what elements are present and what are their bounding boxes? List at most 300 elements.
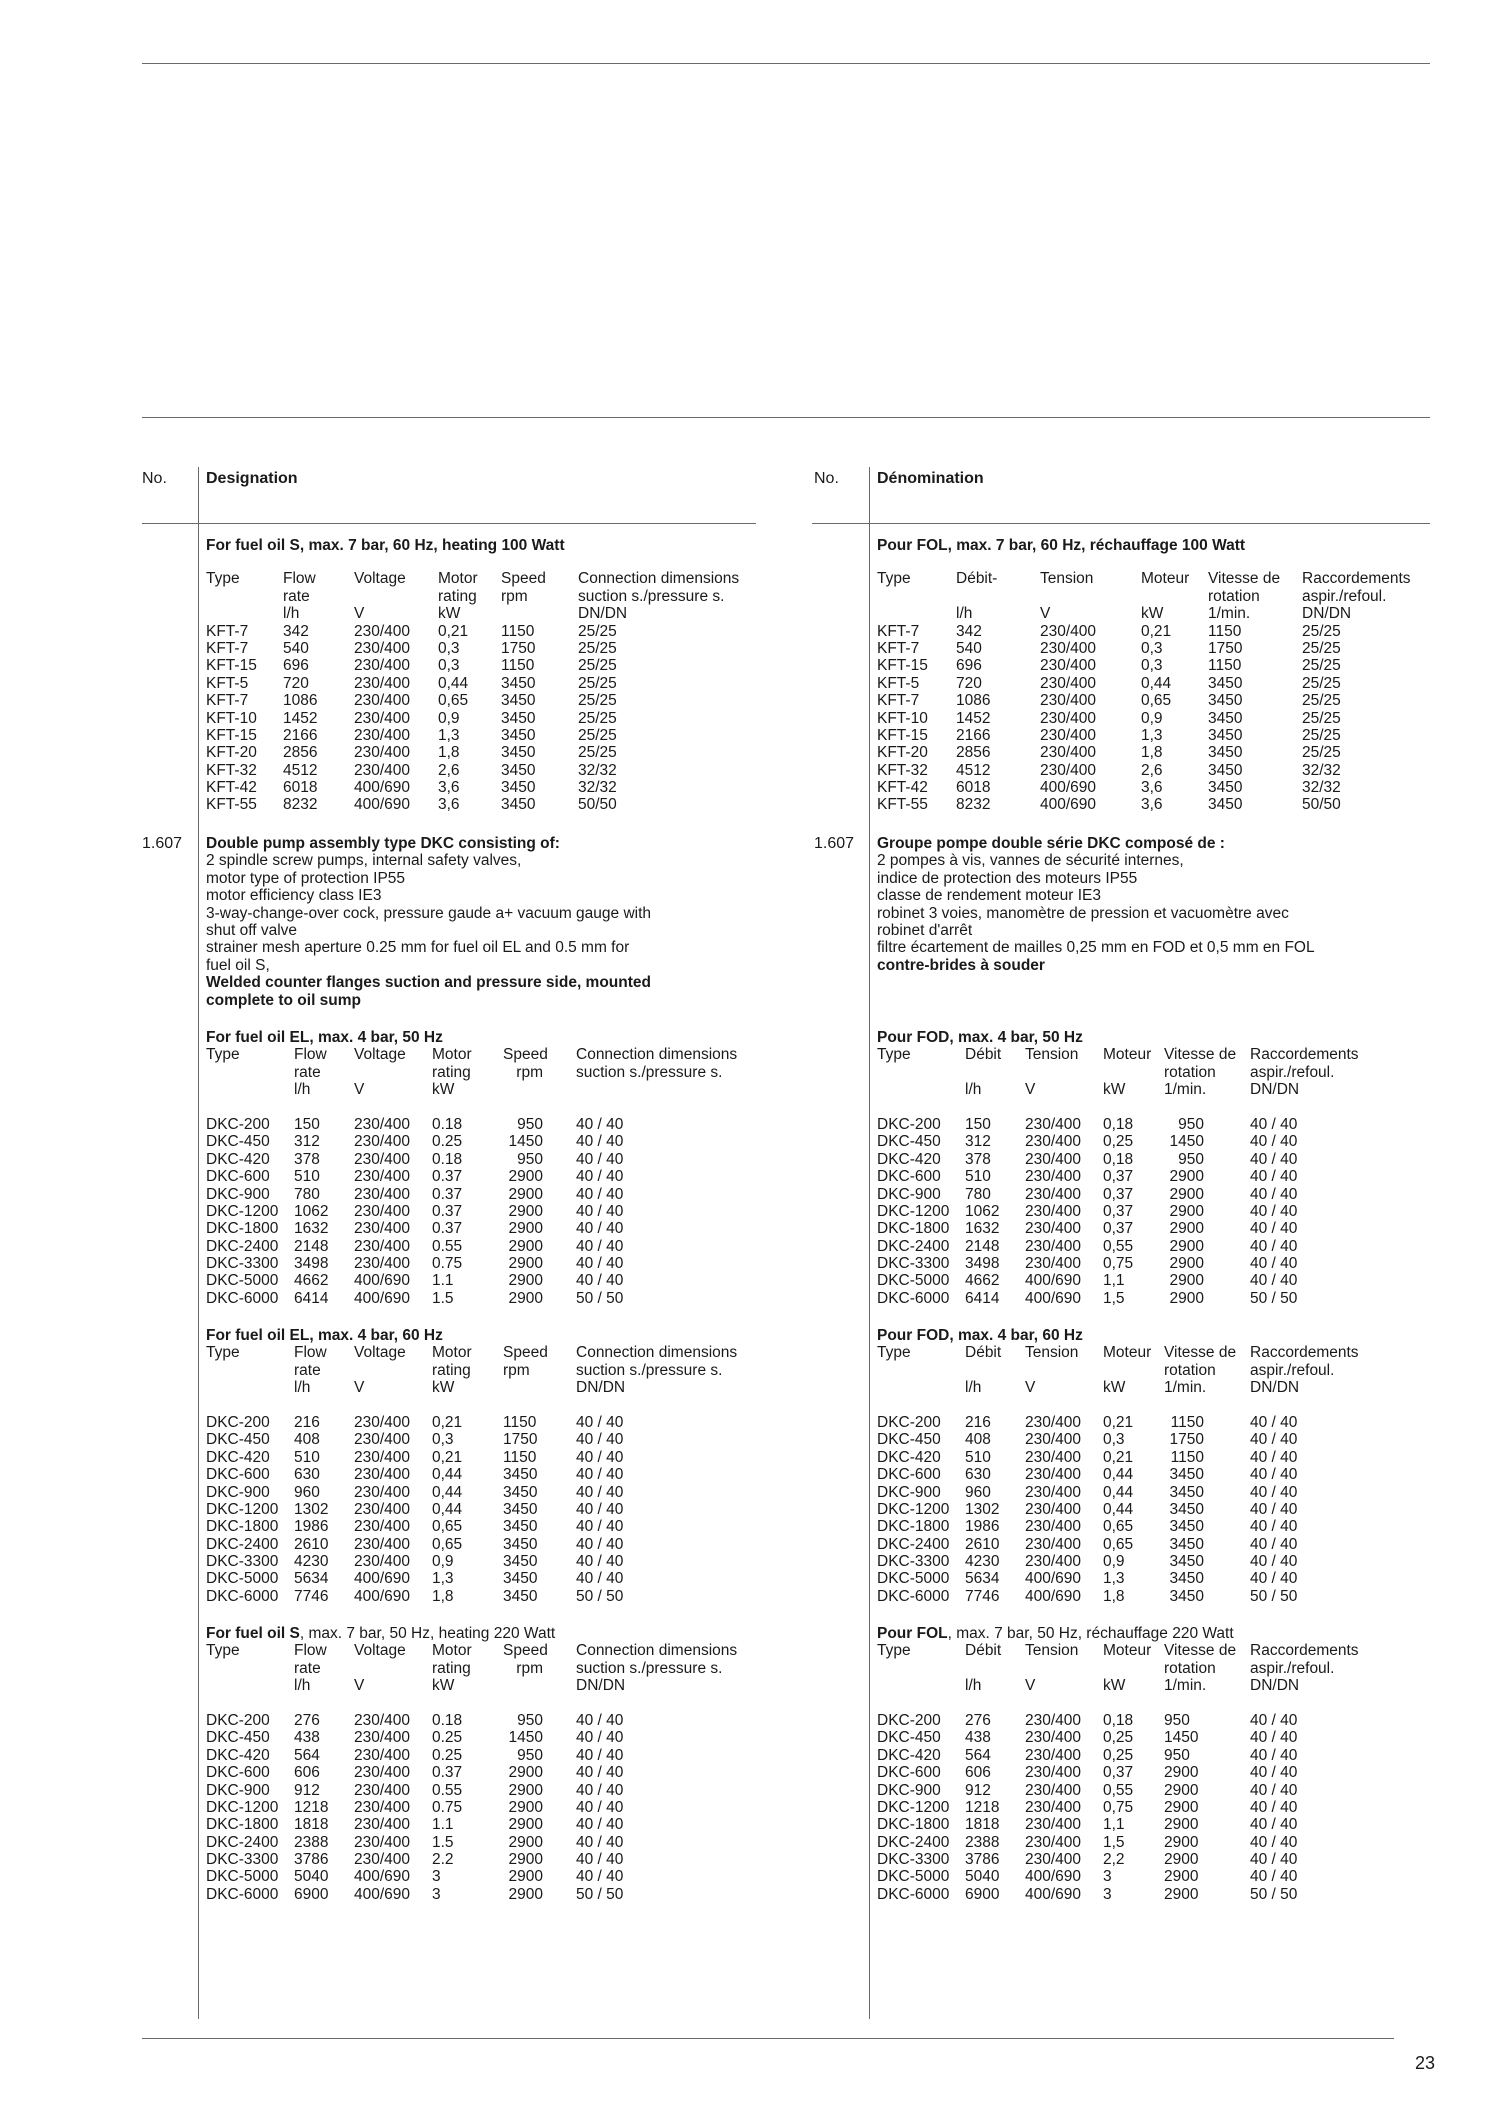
cell: 0,21	[432, 1448, 463, 1466]
cell: Raccordements	[1250, 1046, 1359, 1064]
left-designation-header: Designation	[206, 470, 298, 487]
table-header-row	[206, 1344, 738, 1362]
cell: DKC-1200	[877, 1202, 950, 1220]
cell: DKC-3300	[206, 1255, 279, 1273]
cell: DKC-200	[877, 1115, 941, 1133]
cell: 1/min.	[1164, 1379, 1207, 1397]
cell: 2610	[965, 1535, 1000, 1553]
cell: 1150	[1170, 1448, 1204, 1466]
cell: DKC-200	[206, 1711, 270, 1729]
cell: 230/400	[354, 1764, 411, 1782]
cell: KFT-10	[877, 709, 928, 727]
desc-line: robinet d'arrêt	[877, 922, 973, 940]
cell: 32/32	[1302, 761, 1341, 779]
cell: DKC-450	[206, 1133, 270, 1151]
table-row	[206, 796, 617, 814]
cell: 3450	[1169, 1500, 1204, 1518]
cell: DKC-420	[877, 1746, 941, 1764]
cell: 2900	[1164, 1781, 1199, 1799]
cell: 780	[965, 1185, 991, 1203]
right-no-header: No.	[814, 470, 839, 487]
table-row	[206, 1185, 624, 1203]
cell: 40 / 40	[1250, 1798, 1298, 1816]
cell: Flow	[294, 1046, 327, 1064]
cell: 40 / 40	[576, 1168, 624, 1186]
desc-line: motor type of protection IP55	[206, 869, 406, 887]
cell: rotation	[1164, 1063, 1216, 1081]
cell: 2900	[508, 1220, 543, 1238]
cell: 2900	[1169, 1272, 1204, 1290]
cell: l/h	[965, 1677, 982, 1695]
cell: 40 / 40	[1250, 1202, 1298, 1220]
cell: DKC-3300	[206, 1851, 279, 1869]
cell: l/h	[294, 1081, 311, 1099]
cell: 230/400	[354, 1746, 411, 1764]
cell: Débit	[965, 1344, 1002, 1362]
cell: 0,3	[438, 657, 460, 675]
cell: 230/400	[1025, 1150, 1082, 1168]
cell: KFT-15	[206, 726, 257, 744]
cell: DKC-600	[206, 1764, 270, 1782]
cell: rating	[438, 587, 477, 605]
cell: Motor	[432, 1642, 472, 1660]
cell: 0.75	[432, 1255, 463, 1273]
cell: Débit	[965, 1642, 1002, 1660]
cell: 1818	[294, 1816, 329, 1834]
cell: 40 / 40	[1250, 1431, 1298, 1449]
cell: 1062	[965, 1202, 1000, 1220]
table-header-row	[206, 1063, 723, 1081]
table-row	[877, 726, 1341, 744]
right-dkc-description	[877, 852, 1315, 974]
table-row	[877, 1781, 1298, 1799]
cell: 950	[517, 1711, 543, 1729]
table-header-row	[206, 1046, 738, 1064]
cell: 2900	[508, 1868, 543, 1886]
table-row	[877, 1202, 1298, 1220]
cell: 230/400	[354, 622, 411, 640]
cell: DKC-1200	[877, 1798, 950, 1816]
cell: 0,3	[1141, 639, 1163, 657]
cell: 3450	[503, 1483, 538, 1501]
cell: 40 / 40	[576, 1535, 624, 1553]
cell: Tension	[1025, 1046, 1079, 1064]
table-row	[206, 1746, 624, 1764]
cell: 230/400	[1025, 1798, 1082, 1816]
cell: 1750	[1169, 1431, 1204, 1449]
cell: KFT-5	[877, 674, 920, 692]
cell: 40 / 40	[576, 1868, 624, 1886]
table-row	[206, 1570, 624, 1588]
cell: 40 / 40	[1250, 1133, 1298, 1151]
cell: suction s./pressure s.	[576, 1361, 723, 1379]
cell: 912	[294, 1781, 320, 1799]
table-row	[206, 1220, 624, 1238]
cell: 40 / 40	[576, 1764, 624, 1782]
cell: Speed	[503, 1046, 548, 1064]
cell: 2856	[283, 744, 318, 762]
cell: DKC-2400	[877, 1237, 950, 1255]
cell: 230/400	[1040, 674, 1097, 692]
cell: 6414	[965, 1289, 1000, 1307]
cell: DKC-450	[206, 1729, 270, 1747]
cell: 25/25	[578, 709, 617, 727]
table-row	[206, 1729, 624, 1747]
cell: 1,3	[432, 1570, 454, 1588]
cell: DKC-1200	[206, 1202, 279, 1220]
table-row	[877, 1168, 1298, 1186]
cell: 230/400	[1025, 1781, 1082, 1799]
cell: 342	[956, 622, 982, 640]
cell: 3	[1103, 1868, 1112, 1886]
cell: DKC-200	[206, 1413, 270, 1431]
cell: 1/min.	[1164, 1677, 1207, 1695]
cell: 1150	[1208, 657, 1242, 675]
table-row	[877, 1535, 1298, 1553]
table-header-row	[206, 1081, 455, 1099]
cell: l/h	[965, 1081, 982, 1099]
cell: Voltage	[354, 1046, 406, 1064]
cell: 0,18	[1103, 1150, 1134, 1168]
cell: kW	[1141, 605, 1164, 623]
cell: 3450	[503, 1587, 538, 1605]
table-row	[206, 622, 617, 640]
cell: KFT-7	[206, 622, 249, 640]
cell: 0.37	[432, 1185, 463, 1203]
left-kft-table	[206, 570, 740, 814]
cell: 40 / 40	[576, 1816, 624, 1834]
section-rule	[142, 417, 1430, 418]
cell: Motor	[438, 570, 478, 588]
cell: 40 / 40	[1250, 1518, 1298, 1536]
cell: 1818	[965, 1816, 1000, 1834]
cell: 2900	[1164, 1885, 1199, 1903]
table-row	[206, 1587, 624, 1605]
cell: 5634	[965, 1570, 1000, 1588]
cell: rpm	[516, 1659, 543, 1677]
table-row	[206, 1289, 624, 1307]
cell: 40 / 40	[1250, 1833, 1298, 1851]
cell: rpm	[516, 1063, 543, 1081]
cell: Speed	[501, 570, 546, 588]
cell: 2148	[965, 1237, 1000, 1255]
cell: DKC-3300	[206, 1553, 279, 1571]
cell: 630	[965, 1466, 991, 1484]
cell: Raccordements	[1250, 1642, 1359, 1660]
cell: 3498	[294, 1255, 329, 1273]
cell: 3450	[1169, 1466, 1204, 1484]
cell: 0,25	[1103, 1133, 1134, 1151]
cell: 0,37	[1103, 1764, 1134, 1782]
table-row	[206, 1483, 624, 1501]
cell: DN/DN	[1250, 1081, 1300, 1099]
left-header-rule	[142, 523, 756, 524]
cell: rotation	[1164, 1361, 1216, 1379]
cell: 8232	[956, 796, 991, 814]
cell: 400/690	[354, 1885, 411, 1903]
left-no-header: No.	[142, 470, 167, 487]
cell: 400/690	[1025, 1570, 1082, 1588]
cell: 0,44	[432, 1466, 463, 1484]
table-row	[877, 1289, 1298, 1307]
cell: 0,37	[1103, 1185, 1134, 1203]
cell: 3450	[1208, 744, 1243, 762]
cell: 40 / 40	[1250, 1868, 1298, 1886]
cell: 230/400	[354, 1448, 411, 1466]
cell: 230/400	[354, 1237, 411, 1255]
cell: V	[354, 605, 365, 623]
cell: 0,37	[1103, 1220, 1134, 1238]
cell: 4512	[956, 761, 991, 779]
table-row	[206, 744, 617, 762]
desc-line: 2 pompes à vis, vannes de sécurité internes,	[877, 852, 1184, 870]
cell: 1450	[1164, 1729, 1199, 1747]
cell: 2900	[1164, 1868, 1199, 1886]
right-t3-title-rest: , max. 7 bar, 50 Hz, réchauffage 220 Watt	[947, 1625, 1234, 1642]
table-row	[206, 726, 617, 744]
cell: 2900	[508, 1272, 543, 1290]
table-row	[877, 1711, 1298, 1729]
cell: 40 / 40	[576, 1115, 624, 1133]
cell: kW	[1103, 1379, 1126, 1397]
cell: rating	[432, 1659, 471, 1677]
cell: 40 / 40	[576, 1220, 624, 1238]
cell: 40 / 40	[576, 1781, 624, 1799]
cell: 40 / 40	[1250, 1746, 1298, 1764]
cell: 720	[283, 674, 309, 692]
left-kft-title: For fuel oil S, max. 7 bar, 60 Hz, heating 100 Watt	[206, 537, 565, 554]
table-row	[877, 1483, 1298, 1501]
cell: DN/DN	[576, 1677, 626, 1695]
cell: 400/690	[1025, 1272, 1082, 1290]
table-row	[877, 1185, 1298, 1203]
table-row	[206, 1816, 624, 1834]
left-t2-block	[206, 1327, 738, 1605]
cell: 0.55	[432, 1781, 463, 1799]
table-row	[206, 1133, 624, 1151]
row-gap	[877, 1099, 1083, 1116]
desc-line: indice de protection des moteurs IP55	[877, 869, 1138, 887]
cell: 3450	[501, 744, 536, 762]
cell: 0.18	[432, 1150, 463, 1168]
cell: suction s./pressure s.	[578, 587, 725, 605]
cell: DKC-200	[877, 1711, 941, 1729]
cell: DKC-900	[206, 1483, 270, 1501]
cell: 0,3	[432, 1431, 454, 1449]
cell: 3	[1103, 1885, 1112, 1903]
cell: 510	[965, 1448, 991, 1466]
cell: 960	[294, 1483, 320, 1501]
cell: 3450	[503, 1553, 538, 1571]
right-kft-table	[877, 570, 1411, 814]
cell: Moteur	[1103, 1344, 1152, 1362]
table-row	[206, 1466, 624, 1484]
cell: 0,21	[432, 1413, 463, 1431]
cell: 400/690	[1025, 1885, 1082, 1903]
cell: 50 / 50	[1250, 1587, 1298, 1605]
cell: 0,55	[1103, 1781, 1134, 1799]
right-designation-header: Dénomination	[877, 470, 984, 487]
table-row	[877, 1431, 1298, 1449]
cell: 4662	[294, 1272, 329, 1290]
cell: Flow	[294, 1642, 327, 1660]
table-header-row	[877, 587, 1387, 605]
cell: 2900	[508, 1202, 543, 1220]
cell: 400/690	[354, 1868, 411, 1886]
cell: 5040	[965, 1868, 1000, 1886]
cell: 2166	[956, 726, 991, 744]
right-t3-title-bold: Pour FOL	[877, 1625, 948, 1642]
table-header-row	[877, 1659, 1335, 1677]
desc-line: fuel oil S,	[206, 956, 270, 974]
table-row	[877, 1885, 1298, 1903]
cell: 230/400	[1025, 1851, 1082, 1869]
cell: 3450	[501, 796, 536, 814]
cell: 3450	[1208, 709, 1243, 727]
cell: 2900	[1164, 1764, 1199, 1782]
cell: 230/400	[354, 1133, 411, 1151]
cell: 230/400	[1025, 1500, 1082, 1518]
cell: DKC-2400	[877, 1833, 950, 1851]
cell: l/h	[294, 1677, 311, 1695]
table-row	[877, 1466, 1298, 1484]
cell: 32/32	[578, 761, 617, 779]
cell: Débit-	[956, 570, 998, 588]
cell: DKC-6000	[206, 1587, 279, 1605]
cell: 950	[517, 1150, 543, 1168]
cell: 40 / 40	[576, 1729, 624, 1747]
table-row	[877, 1448, 1298, 1466]
cell: 230/400	[354, 1168, 411, 1186]
cell: Vitesse de	[1208, 570, 1281, 588]
cell: V	[1025, 1081, 1036, 1099]
table-row	[877, 657, 1341, 675]
cell: 0.37	[432, 1764, 463, 1782]
left-t2-table	[206, 1344, 738, 1605]
table-row	[877, 1255, 1298, 1273]
cell: 40 / 40	[1250, 1729, 1298, 1747]
table-row	[877, 796, 1341, 814]
cell: 0,65	[438, 692, 469, 710]
cell: 40 / 40	[576, 1185, 624, 1203]
cell: 230/400	[1025, 1816, 1082, 1834]
cell: 40 / 40	[1250, 1185, 1298, 1203]
cell: DKC-200	[206, 1115, 270, 1133]
cell: DKC-1800	[206, 1220, 279, 1238]
cell: 564	[965, 1746, 991, 1764]
cell: 8232	[283, 796, 318, 814]
cell: 1450	[1169, 1133, 1204, 1151]
cell: Type	[206, 1046, 240, 1064]
cell: 3450	[1208, 726, 1243, 744]
cell: 2900	[508, 1833, 543, 1851]
table-row	[206, 1431, 624, 1449]
cell: 1,5	[1103, 1833, 1125, 1851]
cell: 230/400	[1025, 1220, 1082, 1238]
table-header-row	[206, 1379, 626, 1397]
left-kft-block	[206, 537, 740, 814]
cell: 3,6	[438, 779, 460, 797]
cell: 1,3	[1103, 1570, 1125, 1588]
cell: Motor	[432, 1046, 472, 1064]
cell: 0,25	[1103, 1729, 1134, 1747]
cell: 230/400	[1025, 1448, 1082, 1466]
table-row	[877, 674, 1341, 692]
table-row	[877, 1587, 1298, 1605]
cell: DKC-3300	[877, 1851, 950, 1869]
page-number: 23	[1415, 2053, 1436, 2073]
cell: 6900	[294, 1885, 329, 1903]
cell: 3450	[1208, 692, 1243, 710]
cell: Type	[206, 570, 240, 588]
cell: l/h	[283, 605, 300, 623]
table-row	[206, 1202, 624, 1220]
table-row	[877, 1237, 1298, 1255]
cell: 0,37	[1103, 1202, 1134, 1220]
cell: 400/690	[1025, 1868, 1082, 1886]
desc-line-bold: Welded counter flanges suction and pressure side, mounted	[206, 974, 651, 992]
cell: 0,44	[1103, 1483, 1134, 1501]
cell: DKC-2400	[206, 1833, 279, 1851]
cell: 5634	[294, 1570, 329, 1588]
cell: 3450	[1208, 796, 1243, 814]
desc-line: motor efficiency class IE3	[206, 887, 382, 905]
cell: V	[354, 1081, 365, 1099]
right-t1-title: Pour FOD, max. 4 bar, 50 Hz	[877, 1029, 1083, 1046]
table-row	[877, 779, 1341, 797]
cell: 0,75	[1103, 1798, 1134, 1816]
cell: 2856	[956, 744, 991, 762]
cell: DN/DN	[1250, 1677, 1300, 1695]
cell: 40 / 40	[576, 1851, 624, 1869]
row-gap	[877, 1397, 1083, 1414]
cell: 40 / 40	[1250, 1237, 1298, 1255]
row-gap	[206, 1397, 443, 1414]
cell: 230/400	[1040, 639, 1097, 657]
cell: 0,18	[1103, 1115, 1134, 1133]
cell: 400/690	[354, 1272, 411, 1290]
cell: 50/50	[578, 796, 617, 814]
cell: 25/25	[1302, 692, 1341, 710]
right-column-divider	[869, 467, 870, 2019]
cell: 3450	[1169, 1483, 1204, 1501]
cell: 342	[283, 622, 309, 640]
table-row	[206, 1711, 624, 1729]
cell: 40 / 40	[1250, 1220, 1298, 1238]
cell: 40 / 40	[576, 1798, 624, 1816]
cell: 230/400	[1025, 1764, 1082, 1782]
cell: 40 / 40	[576, 1272, 624, 1290]
cell: 3450	[501, 674, 536, 692]
cell: KFT-15	[877, 657, 928, 675]
cell: l/h	[294, 1379, 311, 1397]
right-t3-table	[877, 1642, 1359, 1903]
cell: 230/400	[1040, 726, 1097, 744]
cell: KFT-55	[877, 796, 928, 814]
cell: 230/400	[354, 1150, 411, 1168]
cell: 216	[294, 1413, 320, 1431]
table-header-row	[877, 570, 1411, 588]
cell: V	[1025, 1677, 1036, 1695]
table-row	[877, 1570, 1298, 1588]
cell: 2900	[1169, 1168, 1204, 1186]
cell: 2,6	[438, 761, 460, 779]
cell: 230/400	[354, 1500, 411, 1518]
cell: 40 / 40	[576, 1746, 624, 1764]
cell: 230/400	[354, 709, 411, 727]
row-gap	[877, 1695, 1234, 1712]
cell: 5040	[294, 1868, 329, 1886]
